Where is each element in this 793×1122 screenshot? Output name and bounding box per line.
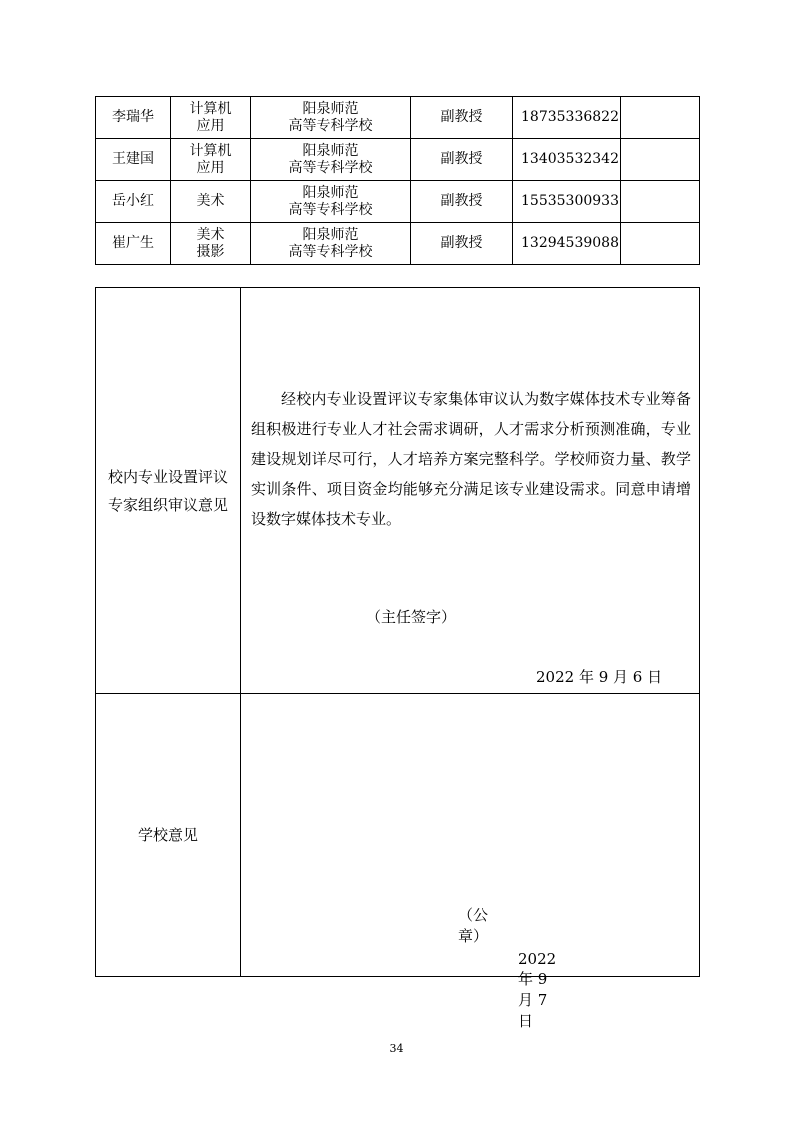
expert-name-cell: 李瑞华 [96, 97, 171, 139]
major_lines-line: 美术 [196, 193, 225, 209]
expert-major-cell [171, 139, 251, 181]
review-opinion-text: 经校内专业设置评议专家集体审议认为数字媒体技术专业筹备组积极进行专业人才社会需求调研，人才需求分析预测准确，专业建设规划详尽可行，人才培养方案完整科学。学校师资力量、教学实训条件、项目资金均能够充分满足该专业建设需求。同意申请增设数字媒体技术专业。 [251, 390, 691, 528]
major_lines-line: 计算机 [189, 142, 232, 159]
expert-name-cell: 岳小红 [96, 181, 171, 223]
experts-table [95, 96, 700, 265]
org_lines-line: 高等专科学校 [288, 117, 373, 134]
expert-note-cell [621, 97, 700, 139]
expert-row [96, 223, 700, 265]
org_lines-line: 高等专科学校 [288, 243, 373, 260]
school-date: 2022 年 9 月 7 日 [518, 950, 557, 1030]
review-content-cell [241, 288, 700, 694]
review-label-line: 专家组织审议意见 [107, 495, 228, 514]
expert-title-cell: 副教授 [411, 181, 513, 223]
major_lines-line: 美术 [196, 226, 225, 243]
expert-title-cell: 副教授 [411, 223, 513, 265]
expert-note-cell [621, 139, 700, 181]
review-label-cell [96, 288, 241, 694]
expert-org-cell [251, 139, 411, 181]
expert-phone-cell: 18735336822 [513, 97, 621, 139]
org_lines-line: 高等专科学校 [288, 159, 373, 176]
expert-major-cell [171, 97, 251, 139]
expert-org-cell [251, 181, 411, 223]
school-row [96, 694, 700, 977]
org_lines-line: 阳泉师范 [302, 100, 359, 117]
expert-org-cell [251, 97, 411, 139]
expert-title-cell: 副教授 [411, 139, 513, 181]
expert-org-cell [251, 223, 411, 265]
review-row [96, 288, 700, 694]
review-date: 2022 年 9 月 6 日 [536, 668, 663, 686]
org_lines-line: 阳泉师范 [302, 226, 359, 243]
expert-note-cell [621, 223, 700, 265]
school-label-cell: 学校意见 [96, 694, 241, 977]
expert-name-cell: 崔广生 [96, 223, 171, 265]
major_lines-line: 摄影 [196, 243, 225, 260]
expert-phone-cell: 13294539088 [513, 223, 621, 265]
org_lines-line: 阳泉师范 [302, 184, 359, 201]
official-seal-label: （公章） [458, 906, 489, 945]
review-label-line: 校内专业设置评议 [107, 467, 228, 486]
expert-name-cell: 王建国 [96, 139, 171, 181]
expert-row [96, 181, 700, 223]
expert-phone-cell: 15535300933 [513, 181, 621, 223]
page-number: 34 [389, 1042, 404, 1055]
expert-major-cell [171, 223, 251, 265]
major_lines-line: 应用 [196, 117, 225, 134]
major_lines-line: 计算机 [189, 100, 232, 117]
expert-row [96, 97, 700, 139]
expert-major-cell [171, 181, 251, 223]
director-signature-label: （主任签字） [366, 608, 457, 626]
expert-title-cell: 副教授 [411, 97, 513, 139]
major_lines-line: 应用 [196, 159, 225, 176]
org_lines-line: 阳泉师范 [302, 142, 359, 159]
expert-phone-cell: 13403532342 [513, 139, 621, 181]
expert-note-cell [621, 181, 700, 223]
expert-row [96, 139, 700, 181]
opinion-table [95, 287, 700, 977]
org_lines-line: 高等专科学校 [288, 201, 373, 218]
